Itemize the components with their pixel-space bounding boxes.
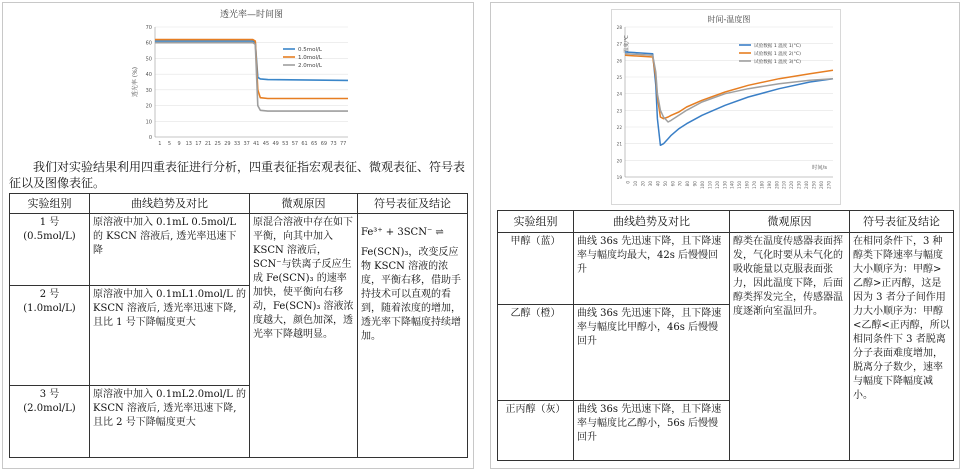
y-tick-label: 24 xyxy=(616,91,622,97)
symbol-conclusion-cell xyxy=(358,214,468,458)
x-tick-label: 0 xyxy=(625,181,631,184)
x-tick-label: 69 xyxy=(320,141,328,147)
x-tick-label: 53 xyxy=(282,141,289,147)
chart-title: 透光率—时间图 xyxy=(219,10,284,20)
x-tick-label: 13 xyxy=(185,141,192,147)
y-tick-label: 70 xyxy=(145,25,152,31)
x-tick-label: 21 xyxy=(204,141,212,147)
trend-cell: 曲线 36s 先迅速下降，且下降速率与幅度均最大，42s 后慢慢回升 xyxy=(574,233,730,305)
table-row xyxy=(10,214,468,286)
x-tick-label: 70 xyxy=(677,181,683,187)
x-tick-label: 270 xyxy=(826,181,832,189)
legend-label: 0.5mol/L xyxy=(298,47,322,53)
x-tick-label: 49 xyxy=(272,141,279,147)
micro-reason-cell xyxy=(730,233,850,461)
x-tick-label: 29 xyxy=(224,141,231,147)
y-tick-label: 25 xyxy=(616,75,622,80)
x-axis-label: 时间/s xyxy=(812,165,827,171)
left-document-panel xyxy=(2,2,474,469)
group-number: 2 号 xyxy=(39,289,60,300)
x-tick-label: 33 xyxy=(233,141,241,147)
y-tick-label: 40 xyxy=(145,72,152,79)
analysis-paragraph xyxy=(9,159,467,191)
x-tick-label: 37 xyxy=(243,141,250,147)
y-tick-label: 10 xyxy=(145,119,152,126)
x-tick-label: 190 xyxy=(766,181,772,189)
y-tick-label: 27 xyxy=(616,41,622,47)
symbol-conclusion-cell xyxy=(850,233,954,461)
transmittance-time-chart xyxy=(123,5,363,155)
y-tick-label: 50 xyxy=(145,56,152,63)
right-results-table xyxy=(497,210,954,461)
y-tick-label: 28 xyxy=(616,25,622,30)
trend-cell: 原溶液中加入 0.1mL 0.5mol/L 的 KSCN 溶液后, 透光率迅速下降 xyxy=(90,214,250,286)
x-tick-label: 200 xyxy=(774,181,780,189)
x-tick-label: 250 xyxy=(811,181,817,189)
header-group: 实验组别 xyxy=(498,211,574,233)
header-group: 实验组别 xyxy=(10,194,90,214)
x-tick-label: 41 xyxy=(253,141,260,147)
x-tick-label: 220 xyxy=(789,181,795,189)
x-tick-label: 130 xyxy=(722,181,728,189)
equilibrium-equation: Fe³⁺ + 3SCN⁻ ⇌ xyxy=(361,227,444,238)
symbol-conclusion-text: Fe(SCN)₃，改变反应物 KSCN 溶液的浓度，平衡右移，借助手持技术可以直观的看到，随着浓度的增加，透光率下降幅度持续增加。 xyxy=(361,247,461,342)
x-tick-label: 110 xyxy=(707,181,713,189)
x-tick-label: 77 xyxy=(339,141,347,147)
group-number: 1 号 xyxy=(39,217,60,228)
x-tick-label: 60 xyxy=(670,181,676,187)
x-tick-label: 25 xyxy=(214,141,221,147)
micro-reason-text: 醇类在温度传感器表面挥发，气化时要从未气化的吸收能量以克服表面张力，因此温度下降，后面醇类挥发完全，传感器温度逐渐向室温回升。 xyxy=(733,236,843,317)
x-tick-label: 73 xyxy=(330,141,337,147)
paragraph-text: 我们对实验结果利用四重表征进行分析，四重表征指宏观表征、微观表征、符号表征以及图像表征。 xyxy=(9,160,466,190)
symbol-conclusion-text: 在相同条件下，3 种醇类下降速率与幅度大小顺序为：甲醇>乙醇>正丙醇，这是因为 3 者分子间作用力大小顺序为：甲醇<乙醇<正丙醇，所以相同条件下 3 者脱离分子表面难度增加，脱离分子数少，速率与幅度下降幅度减小。 xyxy=(853,236,950,401)
chart-title: 时间-温度图 xyxy=(707,15,751,24)
x-tick-label: 9 xyxy=(177,141,181,147)
x-tick-label: 150 xyxy=(737,181,743,189)
y-tick-label: 0 xyxy=(148,135,152,141)
x-tick-label: 17 xyxy=(195,141,202,147)
y-tick-label: 19 xyxy=(616,175,622,180)
x-tick-label: 61 xyxy=(301,141,308,147)
group-cell: 甲醇（蓝） xyxy=(498,233,574,305)
header-symbol: 符号表征及结论 xyxy=(358,194,468,214)
x-tick-label: 160 xyxy=(744,181,750,189)
legend-label: 试验数据 1 温度 3(°C) xyxy=(754,60,801,65)
group-concentration: (2.0mol/L) xyxy=(23,403,76,414)
x-tick-label: 210 xyxy=(781,181,787,189)
y-tick-label: 20 xyxy=(616,158,622,164)
group-cell xyxy=(10,214,90,286)
micro-reason-text: 原混合溶液中存在如下平衡，向其中加入 KSCN 溶液后，SCN⁻与铁离子反应生成 Fe(SCN)₃ 的速率加快，使平衡向右移动，Fe(SCN)₃ 溶液浓度越大，颜色加深，透光率下降越明显。 xyxy=(253,217,354,340)
trend-cell: 曲线 36s 先迅速下降，且下降速率与幅度比乙醇小，56s 后慢慢回升 xyxy=(574,401,730,461)
trend-cell: 原溶液中加入 0.1mL1.0mol/L 的 KSCN 溶液后, 透光率迅速下降, 且比 1 号下降幅度更大 xyxy=(90,286,250,386)
x-tick-label: 100 xyxy=(700,181,705,189)
y-tick-label: 30 xyxy=(145,87,152,94)
header-symbol: 符号表征及结论 xyxy=(850,211,954,233)
group-cell: 乙醇（橙） xyxy=(498,305,574,401)
x-tick-label: 10 xyxy=(633,181,639,187)
group-concentration: (0.5mol/L) xyxy=(23,231,76,242)
header-micro: 微观原因 xyxy=(250,194,358,214)
y-tick-label: 21 xyxy=(616,141,622,147)
trend-cell: 原溶液中加入 0.1mL2.0mol/L 的 KSCN 溶液后, 透光率迅速下降, 且比 2 号下降幅度更大 xyxy=(90,386,250,458)
header-trend: 曲线趋势及对比 xyxy=(574,211,730,233)
x-tick-label: 180 xyxy=(759,181,765,189)
x-tick-label: 80 xyxy=(685,181,691,187)
micro-reason-cell xyxy=(250,214,358,458)
x-tick-label: 230 xyxy=(796,181,802,189)
x-tick-label: 5 xyxy=(167,141,172,147)
x-tick-label: 20 xyxy=(640,181,646,187)
y-tick-label: 26 xyxy=(616,58,622,64)
trend-cell: 曲线 36s 先迅速下降，且下降速率与幅度比甲醇小，46s 后慢慢回升 xyxy=(574,305,730,401)
x-tick-label: 260 xyxy=(818,181,824,189)
x-tick-label: 57 xyxy=(291,141,299,147)
x-tick-label: 170 xyxy=(752,181,757,189)
x-tick-label: 30 xyxy=(648,181,653,187)
y-tick-label: 22 xyxy=(616,125,622,130)
legend-label: 试验数据 1 温度 1(°C) xyxy=(754,44,801,49)
y-tick-label: 60 xyxy=(145,40,152,47)
x-tick-label: 1 xyxy=(158,141,162,147)
group-cell xyxy=(10,386,90,458)
legend-label: 1.0mol/L xyxy=(298,55,322,61)
x-tick-label: 120 xyxy=(714,181,720,189)
legend-label: 试验数据 1 温度 2(°C) xyxy=(754,52,801,57)
group-concentration: (1.0mol/L) xyxy=(23,303,76,314)
time-temperature-chart xyxy=(611,9,841,205)
group-number: 3 号 xyxy=(39,389,60,400)
header-micro: 微观原因 xyxy=(730,211,850,233)
group-cell: 正丙醇（灰） xyxy=(498,401,574,461)
table-row xyxy=(498,233,954,305)
left-results-table xyxy=(9,193,468,458)
x-tick-label: 50 xyxy=(662,181,668,187)
x-tick-label: 140 xyxy=(729,181,735,189)
legend-label: 2.0mol/L xyxy=(298,63,322,69)
x-tick-label: 45 xyxy=(262,141,270,147)
y-axis-label: 透光率 (%) xyxy=(132,66,139,98)
x-tick-label: 65 xyxy=(311,141,318,147)
x-tick-label: 90 xyxy=(692,181,698,187)
group-cell xyxy=(10,286,90,386)
x-tick-label: 40 xyxy=(655,181,661,187)
header-trend: 曲线趋势及对比 xyxy=(90,194,250,214)
y-tick-label: 23 xyxy=(616,108,622,114)
y-tick-label: 20 xyxy=(145,103,152,110)
x-tick-label: 240 xyxy=(804,181,809,189)
chart-frame xyxy=(612,10,841,205)
right-document-panel xyxy=(490,2,960,469)
y-axis-label: 温度/℃ xyxy=(624,35,630,53)
